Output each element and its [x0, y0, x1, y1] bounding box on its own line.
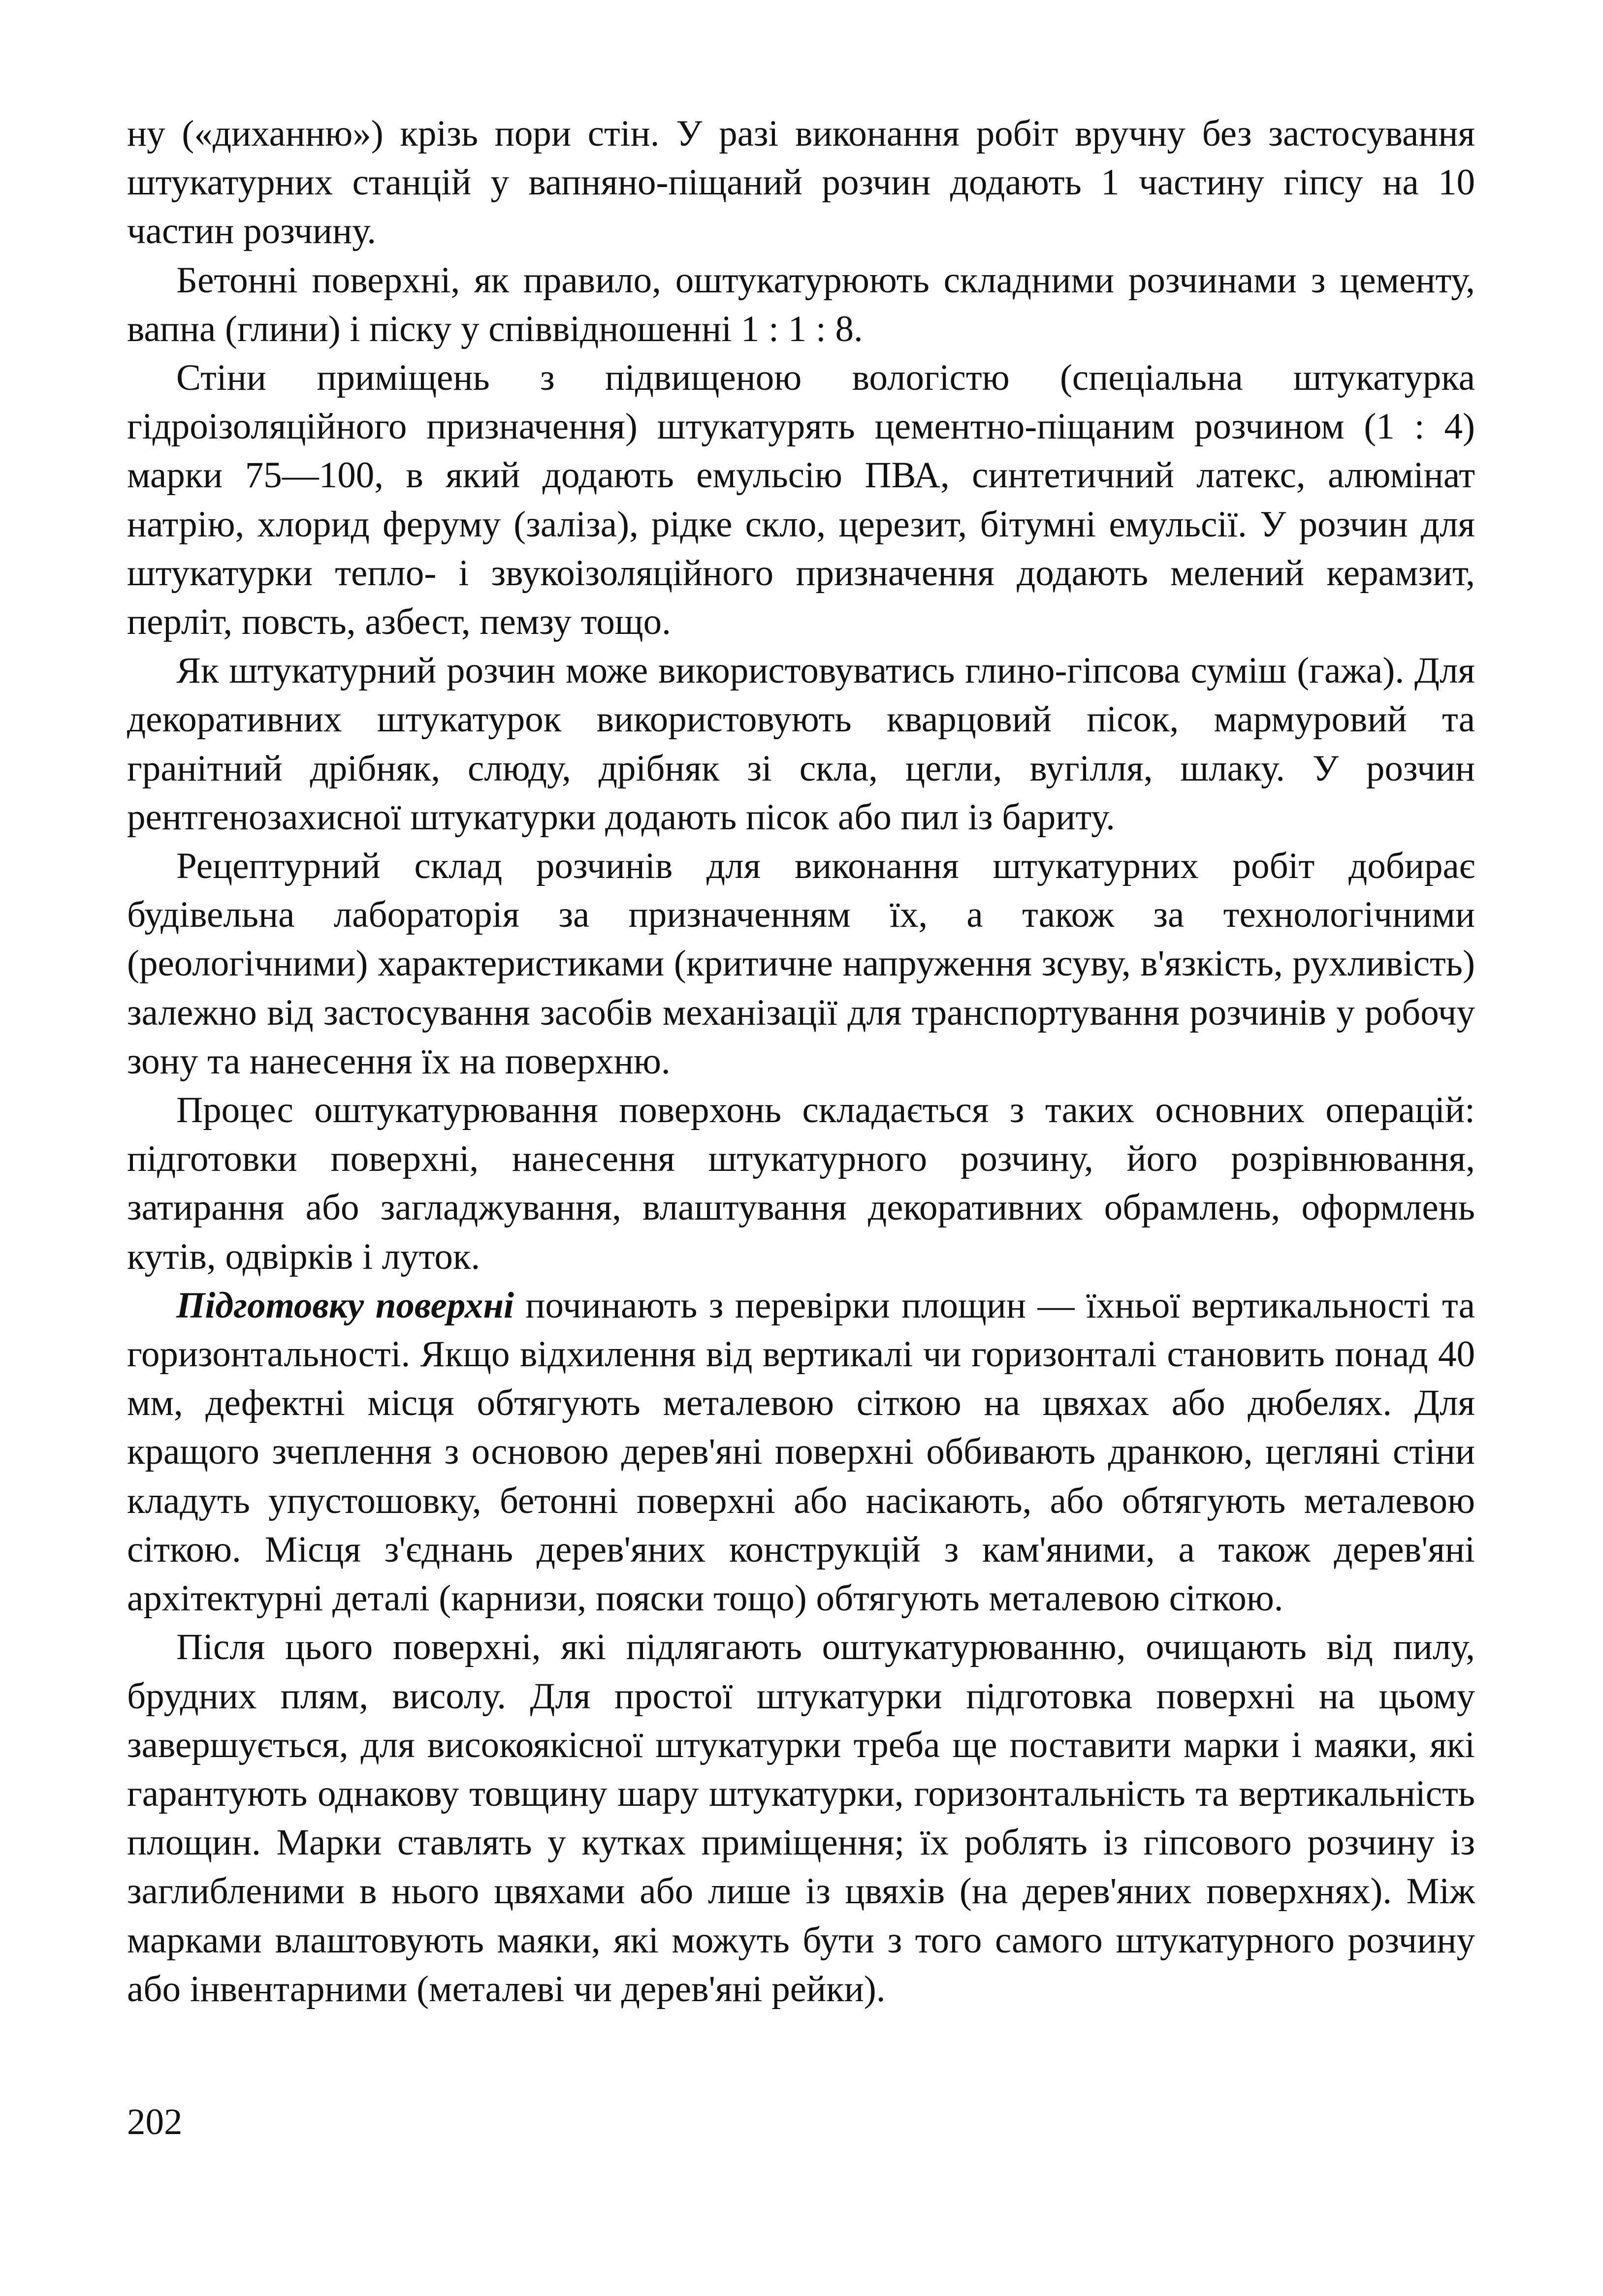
page-number: 202 — [127, 2102, 183, 2142]
paragraph-4 — [127, 646, 1475, 842]
paragraph-text: Як штукатурний розчин може використовуватись глино-гіпсова суміш (гажа). Для декоративних штукатурок використовують кварцовий пісок, мармуровий та гранітний дрібняк, слюду, дрібняк зі скла, цегли, вугілля, шлаку. У розчин рентгенозахисної штукатурки додають пісок або пил із бариту. — [127, 650, 1475, 838]
paragraph-text: Стіни приміщень з підвищеною вологістю (спеціальна штукатурка гідроізоляційного призначення) штукатурять цементно-піщаним розчином (1 : 4) марки 75—100, в який додають емульсію ПВА, синтетичний латекс, алюмінат натрію, хлорид феруму (заліза), рідке скло, церезит, бітумні емульсії. У розчин для штукатурки тепло- і звукоізоляційного призначення додають мелений керамзит, перліт, повсть, азбест, пемзу тощо. — [127, 357, 1475, 643]
paragraph-text: ну («диханню») крізь пори стін. У разі виконання робіт вручну без застосування штукатурних станцій у вапняно-піщаний розчин додають 1 частину гіпсу на 10 частин розчину. — [127, 113, 1475, 252]
paragraph-5 — [127, 842, 1475, 1086]
body-text — [127, 109, 1475, 2013]
paragraph-8 — [127, 1623, 1475, 2013]
paragraph-text: Після цього поверхні, які підлягають оштукатурюванню, очищають від пилу, брудних плям, висолу. Для простої штукатурки підготовка поверхні на цьому завершується, для високоякісної штукатурки треба ще поставити марки і маяки, які гарантують однакову товщину шару штукатурки, горизонтальність та вертикальність площин. Марки ставлять у кутках приміщення; їх роблять із гіпсового розчину із заглибленими в нього цвяхами або лише із цвяхів (на дерев'яних поверхнях). Між марками влаштовують маяки, які можуть бути з того самого штукатурного розчину або інвентарними (металеві чи дерев'яні рейки). — [127, 1627, 1475, 2010]
paragraph-2 — [127, 256, 1475, 353]
paragraph-lead-term: Підготовку поверхні — [176, 1285, 514, 1326]
paragraph-1 — [127, 109, 1475, 256]
paragraph-7 — [127, 1281, 1475, 1623]
paragraph-text: Рецептурний склад розчинів для виконання штукатурних робіт добирає будівельна лабораторія за призначенням їх, а також за технологічними (реологічними) характеристиками (критичне напруження зсуву, в'язкість, рухливість) залежно від застосування засобів механізації для транспортування розчинів у робочу зону та нанесення їх на поверхню. — [127, 846, 1475, 1082]
paragraph-text: починають з перевірки площин — їхньої вертикальності та горизонтальності. Якщо відхилення від вертикалі чи горизонталі становить понад 40 мм, дефектні місця обтягують металевою сіткою на цвяхах або дюбелях. Для кращого зчеплення з основою дерев'яні поверхні оббивають дранкою, цегляні стіни кладуть упустошовку, бетонні поверхні або насікають, або обтягують металевою сіткою. Місця з'єднань дерев'яних конструкцій з кам'яними, а також дерев'яні архітектурні деталі (карнизи, пояски тощо) обтягують металевою сіткою. — [127, 1285, 1475, 1619]
paragraph-text: Бетонні поверхні, як правило, оштукатурюють складними розчинами з цементу, вапна (глини) і піску у співвідношенні 1 : 1 : 8. — [127, 259, 1475, 349]
paragraph-3 — [127, 353, 1475, 646]
paragraph-text: Процес оштукатурювання поверхонь складається з таких основних операцій: підготовки поверхні, нанесення штукатурного розчину, його розрівнювання, затирання або загладжування, влаштування декоративних обрамлень, оформлень кутів, одвірків і луток. — [127, 1090, 1475, 1277]
paragraph-6 — [127, 1086, 1475, 1281]
